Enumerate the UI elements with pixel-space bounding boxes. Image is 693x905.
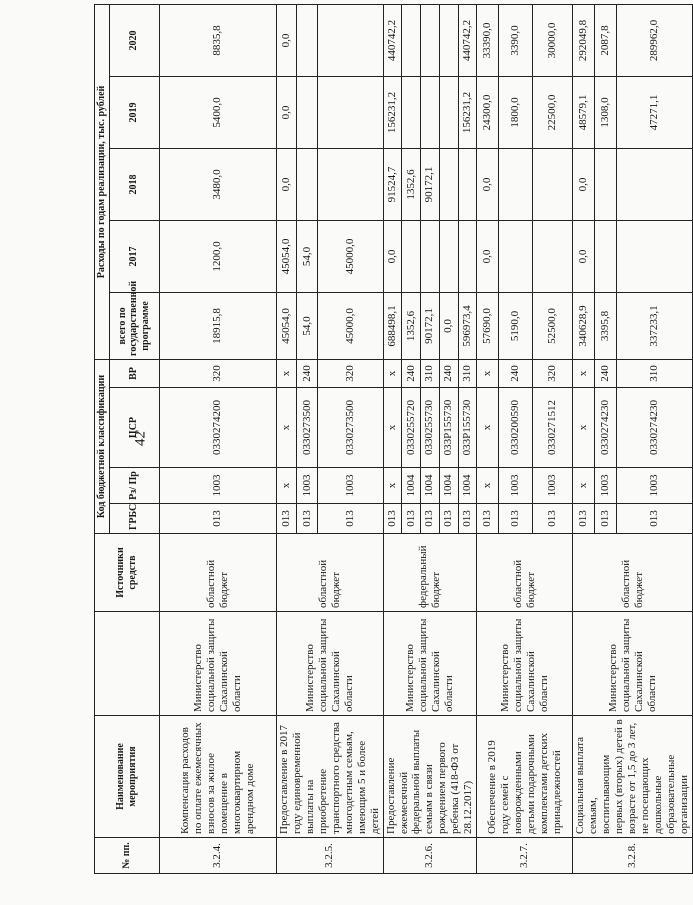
- header-2017: 2017: [109, 220, 159, 292]
- item-name: Социальная выплата семьям, воспитывающим первых (вторых) детей в возрасте от 1,5 до 3 лет, не посещающих дошкольные образовательные организации: [573, 716, 693, 838]
- cell-2019: 1308,0: [595, 76, 617, 148]
- cell-2020: 2087,8: [595, 4, 617, 76]
- item-executor: Министерство социальной защиты Сахалинской области: [159, 612, 276, 716]
- cell-2018: [617, 148, 693, 220]
- cell-2020: 440742,2: [458, 4, 477, 76]
- item-executor: Министерство социальной защиты Сахалинской области: [383, 612, 477, 716]
- cell-grbs: 013: [477, 504, 499, 534]
- cell-vr: 310: [458, 359, 477, 387]
- cell-rzpr: х: [276, 468, 297, 504]
- cell-2017: [458, 220, 477, 292]
- cell-rzpr: 1003: [499, 468, 533, 504]
- item-source: областной бюджет: [276, 534, 383, 612]
- cell-2019: 0,0: [276, 76, 297, 148]
- cell-vr: 240: [595, 359, 617, 387]
- cell-vr: х: [573, 359, 595, 387]
- cell-rzpr: 1003: [317, 468, 383, 504]
- cell-2019: 1800,0: [499, 76, 533, 148]
- header-years-group: Расходы по годам реализации, тыс. рублей: [95, 4, 110, 359]
- cell-2017: 45054,0: [276, 220, 297, 292]
- cell-csr: х: [276, 388, 297, 468]
- cell-grbs: 013: [317, 504, 383, 534]
- cell-2018: 0,0: [477, 148, 499, 220]
- header-2020: 2020: [109, 4, 159, 76]
- cell-2017: 54,0: [297, 220, 318, 292]
- cell-grbs: 013: [458, 504, 477, 534]
- cell-total: 340628,9: [573, 292, 595, 359]
- cell-2019: [402, 76, 421, 148]
- cell-2019: 5400,0: [159, 76, 276, 148]
- cell-2018: 0,0: [573, 148, 595, 220]
- item-executor: Министерство социальной защиты Сахалинской области: [573, 612, 693, 716]
- cell-csr: 0330273500: [317, 388, 383, 468]
- cell-2019: [421, 76, 440, 148]
- cell-total: 18915,8: [159, 292, 276, 359]
- cell-2019: 24300,0: [477, 76, 499, 148]
- item-name: Предоставление в 2017 году единовременной выплаты на приобретение транспортного средства многодетным семьям, имеющим 5 и более детей: [276, 716, 383, 838]
- cell-grbs: 013: [159, 504, 276, 534]
- cell-2018: 0,0: [276, 148, 297, 220]
- header-csr: ЦСР: [109, 388, 159, 468]
- cell-2019: 156231,2: [383, 76, 402, 148]
- cell-2020: 30000,0: [533, 4, 573, 76]
- table-row: [159, 4, 276, 873]
- cell-2017: 0,0: [383, 220, 402, 292]
- cell-2020: 440742,2: [383, 4, 402, 76]
- item-no: 3.2.8.: [573, 838, 693, 874]
- item-name: Компенсация расходов по оплате ежемесячных взносов за жилое помещение в многоквартирном арендном доме: [159, 716, 276, 838]
- cell-2020: [317, 4, 383, 76]
- cell-rzpr: 1003: [595, 468, 617, 504]
- table-row: [276, 4, 297, 873]
- header-total: всего по государственной программе: [109, 292, 159, 359]
- cell-2017: [617, 220, 693, 292]
- rotated-table-wrapper: [94, 5, 691, 874]
- cell-2020: 8835,8: [159, 4, 276, 76]
- cell-2017: 45000,0: [317, 220, 383, 292]
- cell-csr: х: [477, 388, 499, 468]
- header-no: № пп.: [95, 838, 160, 874]
- cell-2019: 22500,0: [533, 76, 573, 148]
- cell-2020: 0,0: [276, 4, 297, 76]
- cell-2018: 91524,7: [383, 148, 402, 220]
- cell-vr: 240: [499, 359, 533, 387]
- cell-rzpr: 1003: [533, 468, 573, 504]
- cell-total: 0,0: [439, 292, 458, 359]
- cell-vr: х: [276, 359, 297, 387]
- cell-total: 54,0: [297, 292, 318, 359]
- cell-vr: 310: [421, 359, 440, 387]
- header-executor: [95, 612, 160, 716]
- item-source: федеральный бюджет: [383, 534, 477, 612]
- header-vr: ВР: [109, 359, 159, 387]
- cell-total: 337233,1: [617, 292, 693, 359]
- cell-total: 1352,6: [402, 292, 421, 359]
- cell-csr: 0330274230: [617, 388, 693, 468]
- cell-vr: 240: [297, 359, 318, 387]
- cell-2018: [499, 148, 533, 220]
- item-source: областной бюджет: [477, 534, 573, 612]
- cell-2018: [595, 148, 617, 220]
- cell-total: 45054,0: [276, 292, 297, 359]
- cell-vr: 240: [439, 359, 458, 387]
- cell-2017: 0,0: [573, 220, 595, 292]
- item-source: областной бюджет: [573, 534, 693, 612]
- cell-csr: 0330271512: [533, 388, 573, 468]
- cell-rzpr: 1004: [402, 468, 421, 504]
- item-name: Обеспечение в 2019 году семей с новорожденными детьми подарочными комплектами детских принадлежностей: [477, 716, 573, 838]
- cell-2018: [439, 148, 458, 220]
- cell-2019: 48579,1: [573, 76, 595, 148]
- item-name: Предоставление ежемесячной федеральной выплаты семьям в связи рождением первого ребенка (418-ФЗ от 28.12.2017): [383, 716, 477, 838]
- cell-2017: [533, 220, 573, 292]
- cell-csr: 0330255720: [402, 388, 421, 468]
- cell-2020: 33390,0: [477, 4, 499, 76]
- item-executor: Министерство социальной защиты Сахалинской области: [477, 612, 573, 716]
- cell-2017: [439, 220, 458, 292]
- cell-vr: 320: [317, 359, 383, 387]
- cell-csr: 0330274230: [595, 388, 617, 468]
- table-row: [477, 4, 499, 873]
- item-source: областной бюджет: [159, 534, 276, 612]
- header-code-group: Код бюджетной классификации: [95, 359, 110, 533]
- cell-vr: х: [383, 359, 402, 387]
- cell-2019: [439, 76, 458, 148]
- cell-2018: [458, 148, 477, 220]
- cell-rzpr: х: [477, 468, 499, 504]
- cell-2020: 3390,0: [499, 4, 533, 76]
- cell-2017: 1200,0: [159, 220, 276, 292]
- cell-csr: 033P155730: [439, 388, 458, 468]
- cell-rzpr: 1003: [297, 468, 318, 504]
- cell-csr: 0330200590: [499, 388, 533, 468]
- cell-total: 688498,1: [383, 292, 402, 359]
- cell-grbs: 013: [595, 504, 617, 534]
- cell-rzpr: х: [383, 468, 402, 504]
- cell-2018: [317, 148, 383, 220]
- cell-2020: [439, 4, 458, 76]
- header-2019: 2019: [109, 76, 159, 148]
- cell-grbs: 013: [617, 504, 693, 534]
- table-row: [383, 4, 402, 873]
- item-no: 3.2.4.: [159, 838, 276, 874]
- cell-grbs: 013: [573, 504, 595, 534]
- cell-csr: 033P155730: [458, 388, 477, 468]
- page-number: 42: [132, 431, 149, 446]
- header-2018: 2018: [109, 148, 159, 220]
- cell-grbs: 013: [439, 504, 458, 534]
- cell-2017: [402, 220, 421, 292]
- item-no: 3.2.6.: [383, 838, 477, 874]
- cell-total: 596973,4: [458, 292, 477, 359]
- cell-vr: 320: [533, 359, 573, 387]
- cell-vr: 320: [159, 359, 276, 387]
- cell-csr: 0330273500: [297, 388, 318, 468]
- cell-2019: 156231,2: [458, 76, 477, 148]
- item-no: 3.2.5.: [276, 838, 383, 874]
- cell-2020: [402, 4, 421, 76]
- cell-total: 5190,0: [499, 292, 533, 359]
- cell-2019: [317, 76, 383, 148]
- cell-rzpr: 1003: [617, 468, 693, 504]
- item-no: 3.2.7.: [477, 838, 573, 874]
- cell-total: 90172,1: [421, 292, 440, 359]
- cell-grbs: 013: [383, 504, 402, 534]
- cell-2019: 47271,1: [617, 76, 693, 148]
- cell-csr: 0330255730: [421, 388, 440, 468]
- cell-csr: 0330274200: [159, 388, 276, 468]
- cell-rzpr: х: [573, 468, 595, 504]
- cell-grbs: 013: [533, 504, 573, 534]
- cell-grbs: 013: [402, 504, 421, 534]
- cell-total: 3395,8: [595, 292, 617, 359]
- cell-total: 52500,0: [533, 292, 573, 359]
- cell-rzpr: 1004: [439, 468, 458, 504]
- budget-table: [94, 4, 693, 874]
- cell-2017: [499, 220, 533, 292]
- cell-vr: 310: [617, 359, 693, 387]
- cell-total: 45000,0: [317, 292, 383, 359]
- cell-grbs: 013: [276, 504, 297, 534]
- header-grbs: ГРБС: [109, 504, 159, 534]
- cell-grbs: 013: [499, 504, 533, 534]
- cell-2018: 90172,1: [421, 148, 440, 220]
- cell-total: 57690,0: [477, 292, 499, 359]
- cell-vr: 240: [402, 359, 421, 387]
- cell-2017: 0,0: [477, 220, 499, 292]
- cell-csr: х: [383, 388, 402, 468]
- table-row: [573, 4, 595, 873]
- cell-2017: [595, 220, 617, 292]
- cell-2020: [297, 4, 318, 76]
- cell-grbs: 013: [421, 504, 440, 534]
- item-executor: Министерство социальной защиты Сахалинской области: [276, 612, 383, 716]
- header-source: Источники средств: [95, 534, 160, 612]
- cell-rzpr: 1004: [421, 468, 440, 504]
- cell-csr: х: [573, 388, 595, 468]
- cell-vr: х: [477, 359, 499, 387]
- cell-grbs: 013: [297, 504, 318, 534]
- cell-2017: [421, 220, 440, 292]
- cell-2018: [297, 148, 318, 220]
- cell-2020: 289962,0: [617, 4, 693, 76]
- cell-2018: 3480,0: [159, 148, 276, 220]
- cell-rzpr: 1003: [159, 468, 276, 504]
- header-rzpr: Рз/ Пр: [109, 468, 159, 504]
- cell-rzpr: 1004: [458, 468, 477, 504]
- cell-2020: [421, 4, 440, 76]
- cell-2020: 292049,8: [573, 4, 595, 76]
- cell-2018: [533, 148, 573, 220]
- cell-2019: [297, 76, 318, 148]
- header-name: Наименование мероприятия: [95, 716, 160, 838]
- cell-2018: 1352,6: [402, 148, 421, 220]
